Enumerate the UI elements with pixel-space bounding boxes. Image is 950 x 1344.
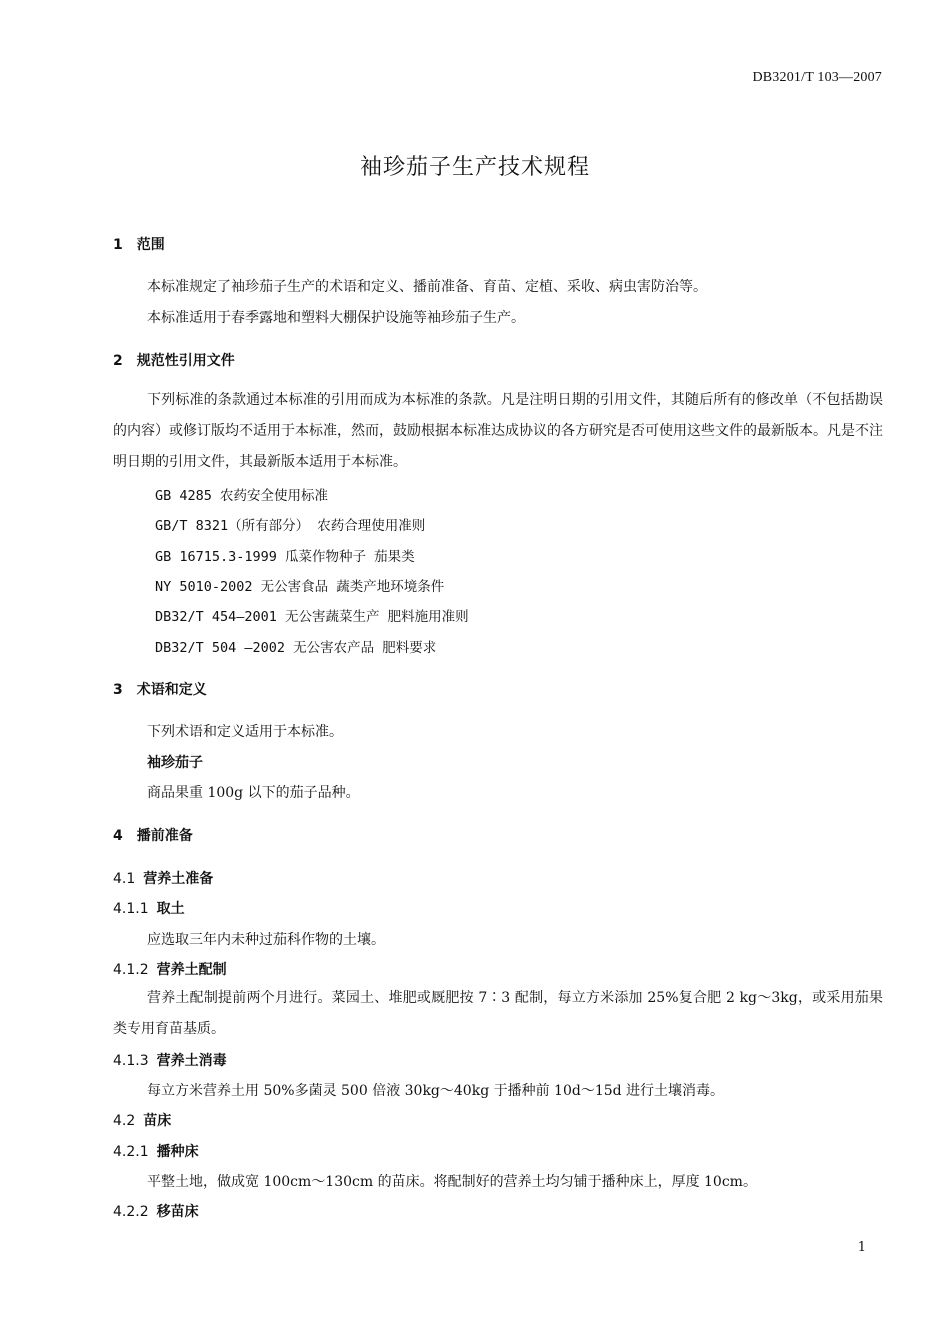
term-name: 袖珍茄子 <box>147 755 203 771</box>
paragraph: 本标准适用于春季露地和塑料大棚保护设施等袖珍茄子生产。 <box>147 310 525 326</box>
subsection-number: 4.1.2 <box>113 962 149 978</box>
section-title: 规范性引用文件 <box>136 353 235 369</box>
subsection-number: 4.2 <box>113 1113 136 1129</box>
section-title: 术语和定义 <box>136 682 207 698</box>
reference-item: DB32/T 504 —2002 无公害农产品 肥料要求 <box>155 640 437 656</box>
subsection-title: 营养土准备 <box>143 871 214 887</box>
paragraph: 应选取三年内未种过茄科作物的土壤。 <box>147 932 385 948</box>
subsection-title: 播种床 <box>156 1144 199 1160</box>
document-title: 袖珍茄子生产技术规程 <box>359 155 590 180</box>
subsection-number: 4.1.3 <box>113 1053 149 1069</box>
reference-item: GB 16715.3-1999 瓜菜作物种子 茄果类 <box>155 549 415 565</box>
subsection-4-1-1-heading <box>113 898 185 918</box>
section-number: 2 <box>113 353 123 369</box>
section-title: 播前准备 <box>136 828 193 844</box>
section-number: 3 <box>113 682 123 698</box>
section-2-heading <box>113 350 235 370</box>
section-number: 1 <box>113 237 123 253</box>
document-code: DB3201/T 103—2007 <box>752 70 882 85</box>
subsection-4-2-1-heading <box>113 1141 199 1161</box>
section-title: 范围 <box>136 237 165 253</box>
paragraph: 本标准规定了袖珍茄子生产的术语和定义、播前准备、育苗、定植、采收、病虫害防治等。 <box>147 279 707 295</box>
section-4-heading <box>113 825 193 845</box>
subsection-number: 4.1 <box>113 871 136 887</box>
paragraph: 下列标准的条款通过本标准的引用而成为本标准的条款。凡是注明日期的引用文件，其随后所有的修改单（不包括勘误的内容）或修订版均不适用于本标准，然而，鼓励根据本标准达成协议的各方研究是否可使用这些文件的最新版本。凡是不注明日期的引用文件，其最新版本适用于本标准。 <box>113 392 883 470</box>
subsection-4-2-heading <box>113 1110 171 1130</box>
reference-item: DB32/T 454—2001 无公害蔬菜生产 肥料施用准则 <box>155 609 469 625</box>
reference-item: NY 5010-2002 无公害食品 蔬类产地环境条件 <box>155 579 445 595</box>
subsection-number: 4.2.2 <box>113 1204 149 1220</box>
paragraph: 下列术语和定义适用于本标准。 <box>147 724 343 740</box>
subsection-title: 移苗床 <box>156 1204 199 1220</box>
section-number: 4 <box>113 828 123 844</box>
subsection-4-2-2-heading <box>113 1201 199 1221</box>
reference-item: GB 4285 农药安全使用标准 <box>155 488 329 504</box>
section-1-heading <box>113 234 165 254</box>
subsection-number: 4.1.1 <box>113 901 149 917</box>
paragraph: 平整土地，做成宽 100cm～130cm 的苗床。将配制好的营养土均匀铺于播种床上，厚度 10cm。 <box>147 1174 757 1190</box>
subsection-title: 营养土配制 <box>156 962 227 978</box>
page-number: 1 <box>857 1240 866 1255</box>
subsection-4-1-2-heading <box>113 959 227 979</box>
term-definition: 商品果重 100g 以下的茄子品种。 <box>147 785 360 801</box>
subsection-number: 4.2.1 <box>113 1144 149 1160</box>
subsection-4-1-heading <box>113 868 213 888</box>
reference-item: GB/T 8321（所有部分） 农药合理使用准则 <box>155 518 426 534</box>
subsection-4-1-3-heading <box>113 1050 227 1070</box>
paragraph: 营养土配制提前两个月进行。菜园土、堆肥或厩肥按 7∶3 配制，每立方米添加 25%复合肥 2 kg～3kg，或采用茄果类专用育苗基质。 <box>113 990 883 1037</box>
paragraph: 每立方米营养土用 50%多菌灵 500 倍液 30kg～40kg 于播种前 10d～15d 进行土壤消毒。 <box>147 1083 725 1099</box>
subsection-title: 营养土消毒 <box>156 1053 227 1069</box>
subsection-title: 取土 <box>156 901 185 917</box>
subsection-title: 苗床 <box>143 1113 172 1129</box>
section-3-heading <box>113 679 207 699</box>
